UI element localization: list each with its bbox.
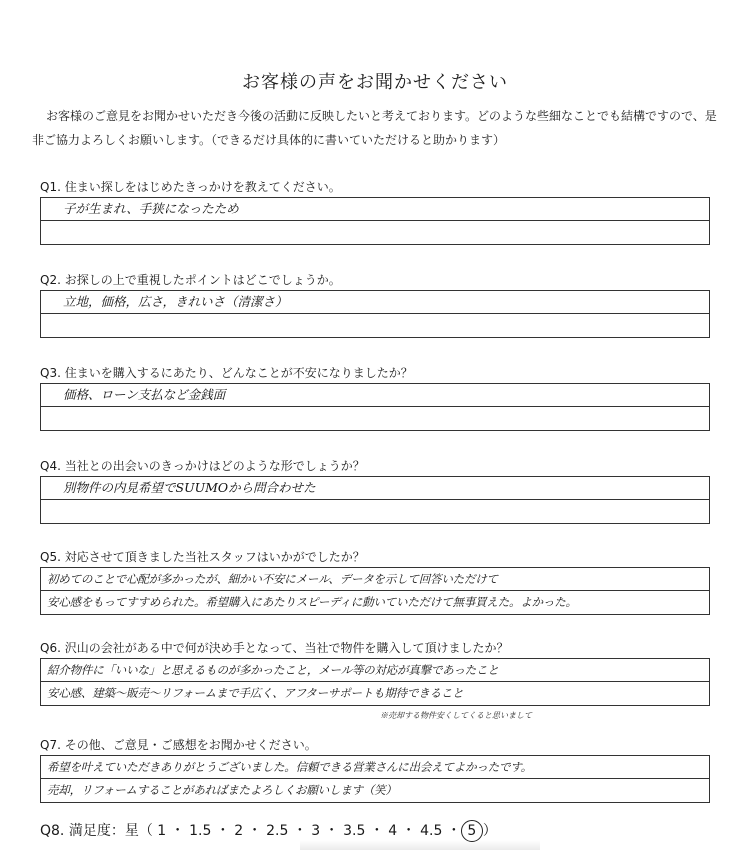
- rating-option[interactable]: 1.5: [189, 823, 212, 839]
- question-6-answer-box: [40, 658, 710, 706]
- answer-line[interactable]: [41, 407, 709, 430]
- answer-line[interactable]: 希望を叶えていただきありがとうございました。信頼できる営業さんに出会えてよかったです。: [41, 756, 709, 779]
- question-5-answer-box: [40, 567, 710, 615]
- answer-line[interactable]: 初めてのことで心配が多かったが、細かい不安にメール、データを示して回答いただけて: [41, 568, 709, 591]
- answer-line[interactable]: 別物件の内見希望でSUUMOから問合わせた: [41, 477, 709, 500]
- satisfaction-rating: Q8. 満足度：星（ 1 ・ 1.5 ・ 2 ・ 2.5 ・ 3 ・ 3.5 ・ 4 ・ 4.5 ・ 5 ）: [40, 820, 497, 842]
- answer-line[interactable]: 安心感、建築～販売～リフォームまで手広く、アフターサポートも期待できること: [47, 686, 464, 700]
- rating-option[interactable]: 4: [388, 823, 398, 839]
- answer-line[interactable]: [41, 500, 709, 523]
- question-7-answer-box: [40, 755, 710, 803]
- question-1-label: Q1. 住まい探しをはじめたきっかけを教えてください。: [40, 180, 341, 194]
- question-4-label: Q4. 当社との出会いのきっかけはどのような形でしょうか？: [40, 459, 365, 473]
- question-3-answer-box: [40, 383, 710, 431]
- rating-option[interactable]: 4.5: [420, 823, 443, 839]
- answer-line[interactable]: 安心感をもってすすめられた。希望購入にあたりスピーディに動いていただけて無事買えた。よかった。: [47, 595, 577, 609]
- question-2-answer-box: [40, 290, 710, 338]
- rating-label: Q8. 満足度：星（: [40, 823, 153, 839]
- answer-line[interactable]: 価格、ローン支払など金銭面: [41, 384, 709, 407]
- question-2-label: Q2. お探しの上で重視したポイントはどこでしょうか。: [40, 273, 341, 287]
- rating-selected-option[interactable]: 5: [461, 820, 483, 842]
- answer-line[interactable]: 立地，価格，広さ，きれいさ（清潔さ）: [41, 291, 709, 314]
- rating-option[interactable]: 3.5: [343, 823, 366, 839]
- page-title: お客様の声をお聞かせください: [242, 72, 508, 93]
- question-3-label: Q3. 住まいを購入するにあたり、どんなことが不安になりましたか？: [40, 366, 413, 380]
- question-5-label: Q5. 対応させて頂きました当社スタッフはいかがでしたか？: [40, 550, 365, 564]
- scan-shadow: [300, 840, 540, 850]
- margin-note: ※売却する物件安くしてくると思いまして: [380, 711, 532, 720]
- intro-text: お客様のご意見をお聞かせいただき今後の活動に反映したいと考えております。どのような些細なことでも結構ですので、是非ご協力よろしくお願いします。（できるだけ具体的に書いていただけると助かります）: [32, 109, 717, 147]
- rating-close: ）: [482, 823, 497, 839]
- rating-option[interactable]: 2.5: [266, 823, 289, 839]
- rating-option[interactable]: 2: [234, 823, 244, 839]
- rating-option[interactable]: 1: [157, 823, 167, 839]
- answer-line[interactable]: [41, 221, 709, 244]
- question-4-answer-box: [40, 476, 710, 524]
- question-7-label: Q7. その他、ご意見・ご感想をお聞かせください。: [40, 738, 317, 752]
- question-1-answer-box: [40, 197, 710, 245]
- answer-line[interactable]: 紹介物件に「いいな」と思えるものが多かったこと，メール等の対応が真撃であったこと: [41, 659, 709, 682]
- answer-line[interactable]: 売却，リフォームすることがあればまたよろしくお願いします（笑）: [47, 783, 397, 797]
- question-6-label: Q6. 沢山の会社がある中で何が決め手となって、当社で物件を購入して頂けましたか？: [40, 641, 509, 655]
- answer-line[interactable]: [41, 314, 709, 337]
- rating-option[interactable]: 3: [311, 823, 321, 839]
- answer-line[interactable]: 子が生まれ、手狭になったため: [41, 198, 709, 221]
